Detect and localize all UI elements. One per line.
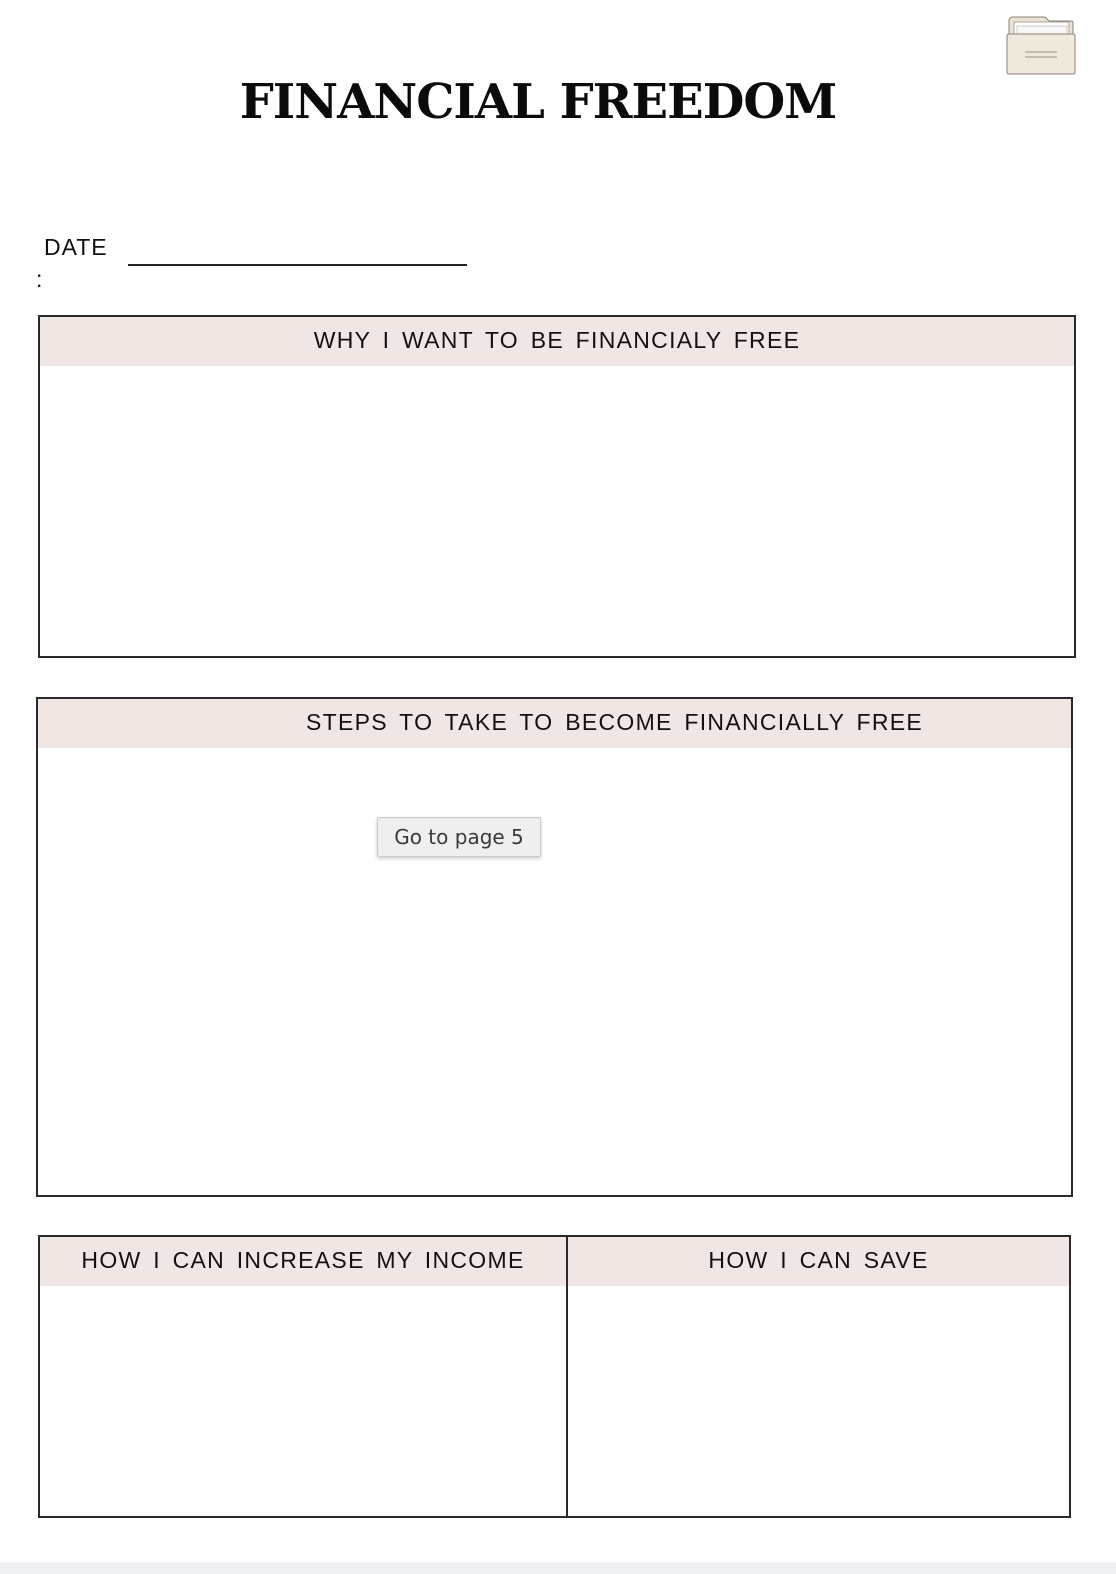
steps-section-area[interactable]: [38, 748, 1071, 1195]
why-section-heading: WHY I WANT TO BE FINANCIALY FREE: [40, 317, 1074, 366]
date-label: DATE: [44, 234, 108, 260]
steps-section-heading: STEPS TO TAKE TO BECOME FINANCIALLY FREE: [38, 699, 1071, 748]
increase-income-heading: HOW I CAN INCREASE MY INCOME: [40, 1237, 566, 1286]
folder-icon[interactable]: [1005, 14, 1077, 76]
date-colon: :: [36, 266, 43, 292]
go-to-page-button[interactable]: Go to page 5: [377, 817, 541, 857]
save-heading: HOW I CAN SAVE: [568, 1237, 1069, 1286]
income-save-section: [38, 1235, 1071, 1518]
increase-income-area[interactable]: [40, 1286, 566, 1516]
why-section: [38, 315, 1076, 658]
steps-section: [36, 697, 1073, 1197]
why-section-area[interactable]: [40, 366, 1074, 656]
save-area[interactable]: [568, 1286, 1069, 1516]
viewer-bottom-bar: [0, 1562, 1116, 1574]
page-title: FINANCIAL FREEDOM: [239, 74, 837, 130]
date-field[interactable]: [128, 264, 467, 266]
